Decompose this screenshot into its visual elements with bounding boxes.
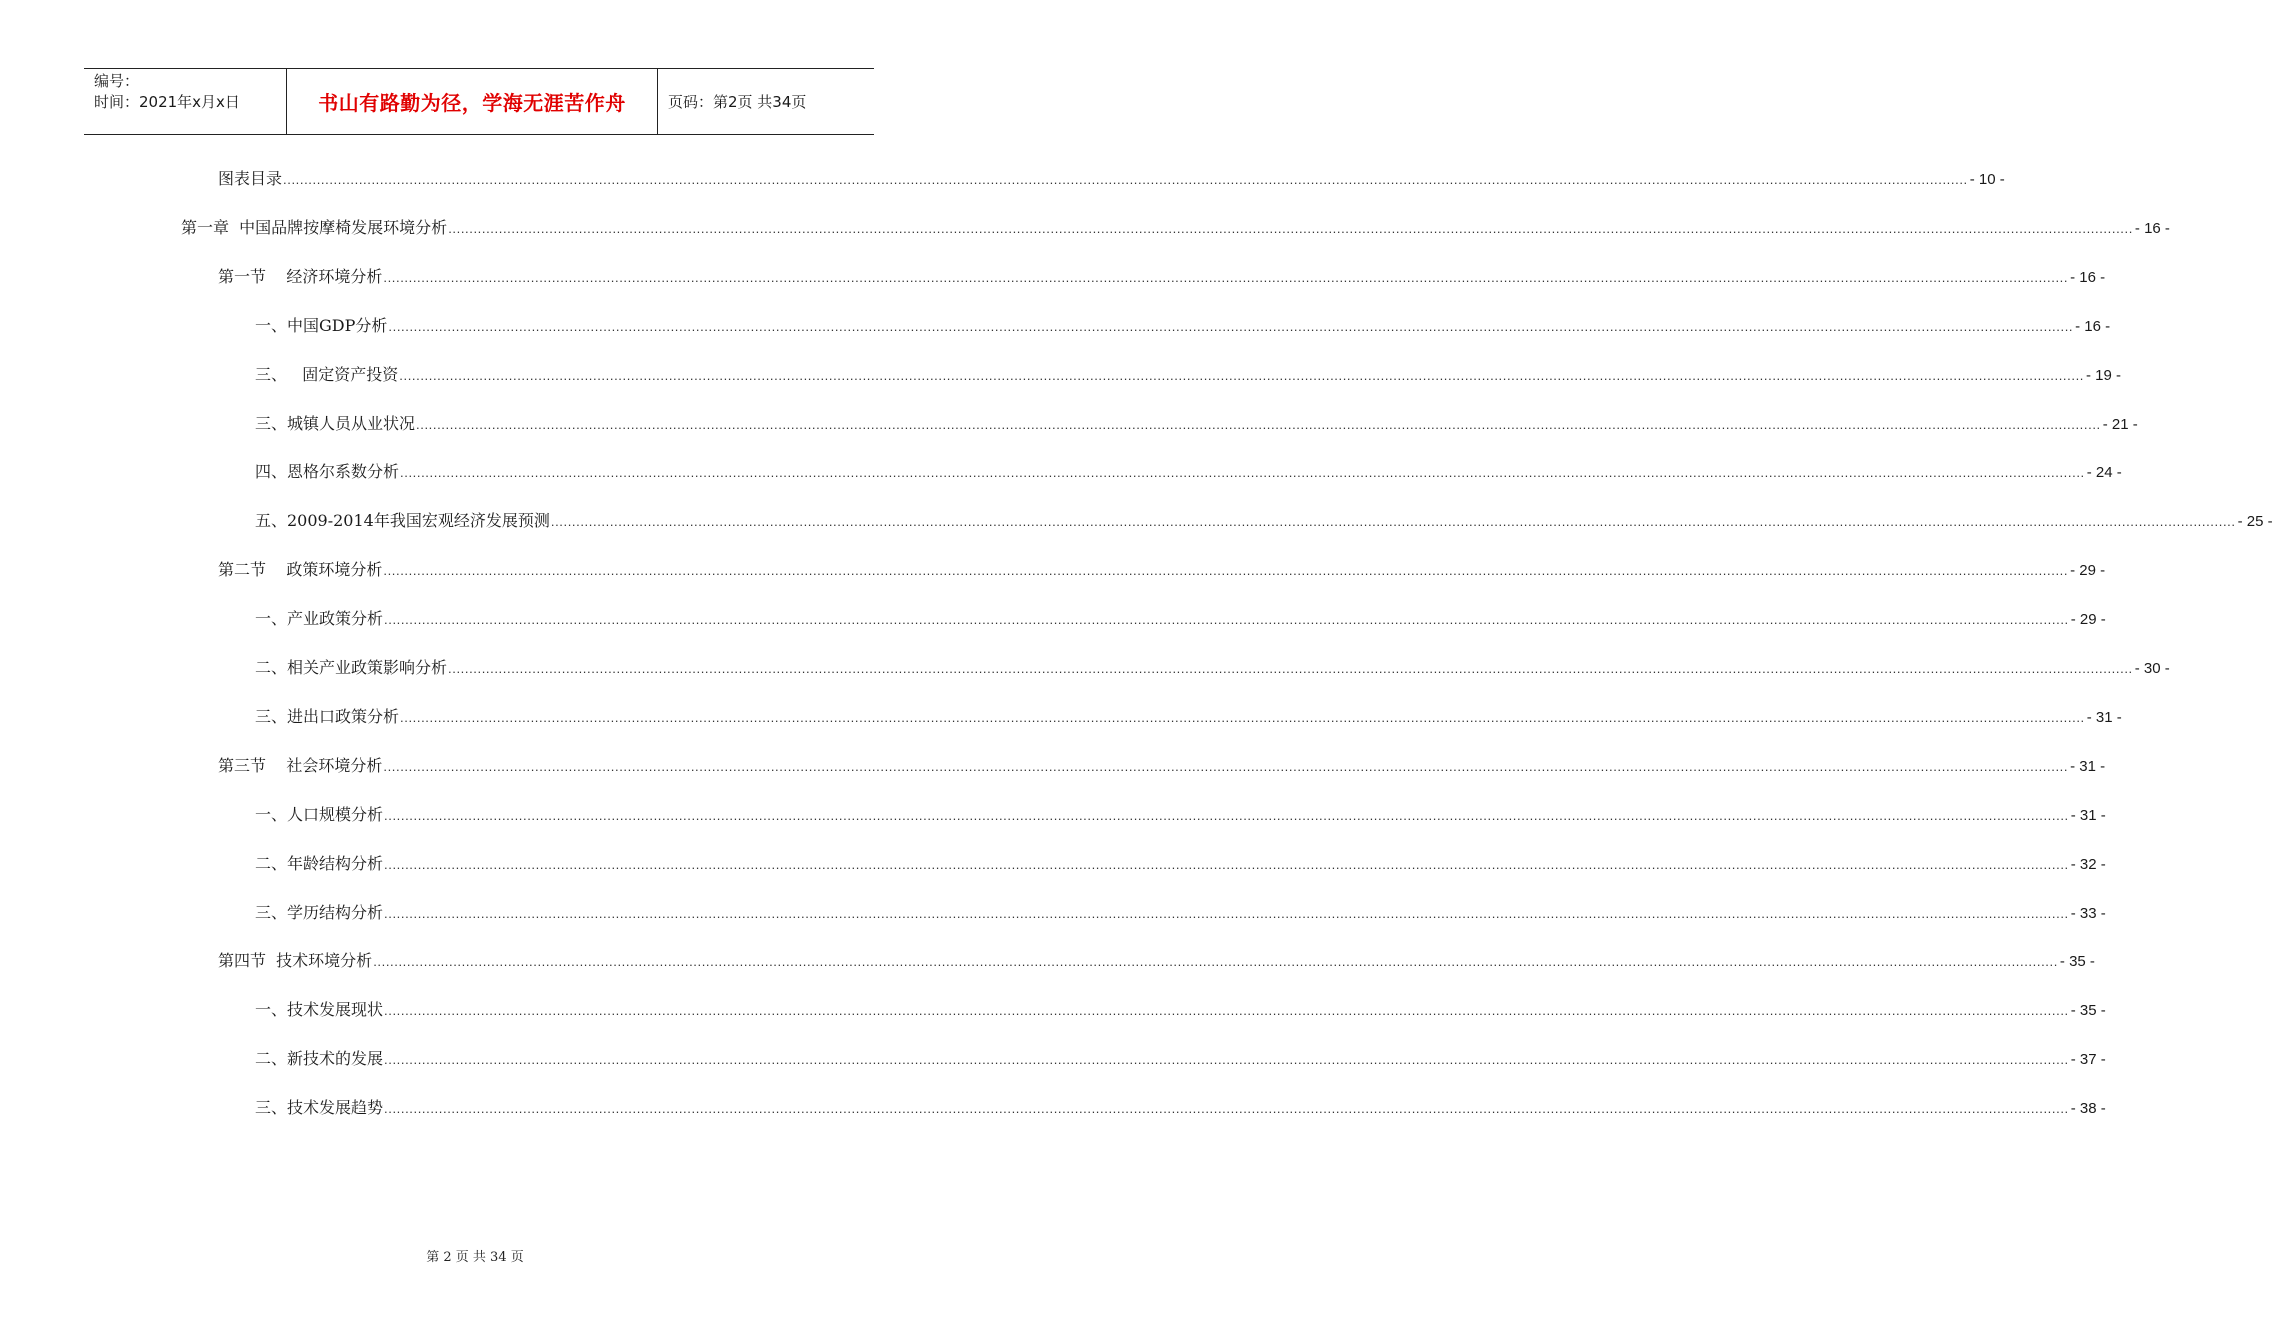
toc-entry-page: - 16 - [2134,220,2170,237]
toc-entry-page: - 31 - [2070,758,2106,775]
header-motto: 书山有路勤为径，学海无涯苦作舟 [286,69,658,134]
toc-entry-page: - 32 - [2070,856,2106,873]
toc-entry-title: 一、中国GDP分析 [255,316,388,335]
toc-dot-leader: ................................................................................................................................................................................................................................................................................................................................................................................................................ [388,319,2074,334]
toc-dot-leader: ................................................................................................................................................................................................................................................................................................................................................................................................................ [400,465,2085,480]
toc-entry-page: - 33 - [2070,905,2106,922]
toc-entry-page: - 21 - [2102,416,2138,433]
toc-dot-leader: ................................................................................................................................................................................................................................................................................................................................................................................................................ [384,906,2069,921]
toc-entry-page: - 25 - [2237,513,2273,530]
toc-entry[interactable] [255,1048,2106,1070]
page-footer: 第 2 页 共 34 页 [426,1250,524,1265]
toc-entry-page: - 29 - [2070,562,2106,579]
toc-entry-page: - 31 - [2070,807,2106,824]
toc-entry-page: - 29 - [2070,611,2106,628]
toc-entry[interactable] [255,999,2106,1021]
toc-dot-leader: ................................................................................................................................................................................................................................................................................................................................................................................................................ [383,563,2069,578]
toc-dot-leader: ................................................................................................................................................................................................................................................................................................................................................................................................................ [383,759,2069,774]
header-meta [84,69,286,134]
toc-entry[interactable] [255,902,2106,924]
toc-entry-title: 四、恩格尔系数分析 [255,462,400,481]
toc-entry-title: 第一节 经济环境分析 [218,267,383,286]
toc-entry[interactable] [218,266,2106,288]
toc-entry-title: 一、产业政策分析 [255,609,384,628]
toc-entry[interactable] [255,315,2111,337]
toc-entry-title: 三、进出口政策分析 [255,707,400,726]
toc-entry[interactable] [218,559,2106,581]
toc-entry-title: 三、学历结构分析 [255,903,384,922]
header-page-label: 页码：第2页 共34页 [668,93,807,111]
toc-entry-page: - 37 - [2070,1051,2106,1068]
toc-entry[interactable] [218,950,2095,972]
page-header [84,68,874,135]
toc-entry[interactable] [255,461,2122,483]
toc-entry-title: 五、2009-2014年我国宏观经济发展预测 [255,511,550,530]
toc-dot-leader: ................................................................................................................................................................................................................................................................................................................................................................................................................ [383,270,2069,285]
toc-dot-leader: ................................................................................................................................................................................................................................................................................................................................................................................................................ [400,710,2085,725]
toc-entry-page: - 35 - [2059,953,2095,970]
toc-entry[interactable] [218,755,2106,777]
toc-dot-leader: ................................................................................................................................................................................................................................................................................................................................................................................................................ [283,172,1968,187]
toc-dot-leader: ................................................................................................................................................................................................................................................................................................................................................................................................................ [384,857,2069,872]
toc-entry-page: - 16 - [2075,318,2111,335]
toc-entry[interactable] [255,804,2106,826]
toc-entry-title: 三、技术发展趋势 [255,1098,384,1117]
toc-dot-leader: ................................................................................................................................................................................................................................................................................................................................................................................................................ [384,1003,2069,1018]
toc-dot-leader: ................................................................................................................................................................................................................................................................................................................................................................................................................ [384,1052,2069,1067]
toc-entry-title: 图表目录 [218,169,283,188]
toc-entry-page: - 31 - [2086,709,2122,726]
toc-entry[interactable] [255,608,2106,630]
toc-entry[interactable] [255,657,2170,679]
document-number-label: 编号： [94,72,140,90]
document-time-label: 时间：2021年x月x日 [94,93,240,111]
toc-entry[interactable] [255,853,2106,875]
toc-entry-page: - 16 - [2070,269,2106,286]
toc-dot-leader: ................................................................................................................................................................................................................................................................................................................................................................................................................ [550,514,2236,529]
toc-entry-title: 第二节 政策环境分析 [218,560,383,579]
toc-dot-leader: ................................................................................................................................................................................................................................................................................................................................................................................................................ [448,221,2133,236]
toc-entry[interactable] [255,510,2273,532]
toc-dot-leader: ................................................................................................................................................................................................................................................................................................................................................................................................................ [448,661,2133,676]
toc-dot-leader: ................................................................................................................................................................................................................................................................................................................................................................................................................ [384,808,2069,823]
toc-entry-title: 第一章 中国品牌按摩椅发展环境分析 [181,218,448,237]
toc-entry-title: 二、年龄结构分析 [255,854,384,873]
toc-entry-title: 三、 固定资产投资 [255,365,399,384]
toc-dot-leader: ................................................................................................................................................................................................................................................................................................................................................................................................................ [416,417,2101,432]
toc-dot-leader: ................................................................................................................................................................................................................................................................................................................................................................................................................ [384,612,2069,627]
toc-entry-title: 二、相关产业政策影响分析 [255,658,448,677]
toc-entry-page: - 24 - [2086,464,2122,481]
toc-entry-title: 一、人口规模分析 [255,805,384,824]
toc-entry[interactable] [255,364,2122,386]
toc-entry-title: 一、技术发展现状 [255,1000,384,1019]
toc-entry[interactable] [181,217,2170,239]
toc-entry-page: - 35 - [2070,1002,2106,1019]
toc-entry[interactable] [255,413,2138,435]
toc-entry-title: 二、新技术的发展 [255,1049,384,1068]
toc-entry-title: 第四节 技术环境分析 [218,951,373,970]
toc-entry[interactable] [218,168,2005,190]
toc-dot-leader: ................................................................................................................................................................................................................................................................................................................................................................................................................ [399,368,2084,383]
toc-entry-page: - 30 - [2134,660,2170,677]
toc-entry[interactable] [255,706,2122,728]
toc-entry[interactable] [255,1097,2106,1119]
toc-entry-title: 第三节 社会环境分析 [218,756,383,775]
toc-dot-leader: ................................................................................................................................................................................................................................................................................................................................................................................................................ [373,954,2058,969]
toc-entry-page: - 19 - [2086,367,2122,384]
toc-entry-title: 三、城镇人员从业状况 [255,414,416,433]
toc-entry-page: - 10 - [1969,171,2005,188]
toc-entry-page: - 38 - [2070,1100,2106,1117]
toc-dot-leader: ................................................................................................................................................................................................................................................................................................................................................................................................................ [384,1101,2069,1116]
